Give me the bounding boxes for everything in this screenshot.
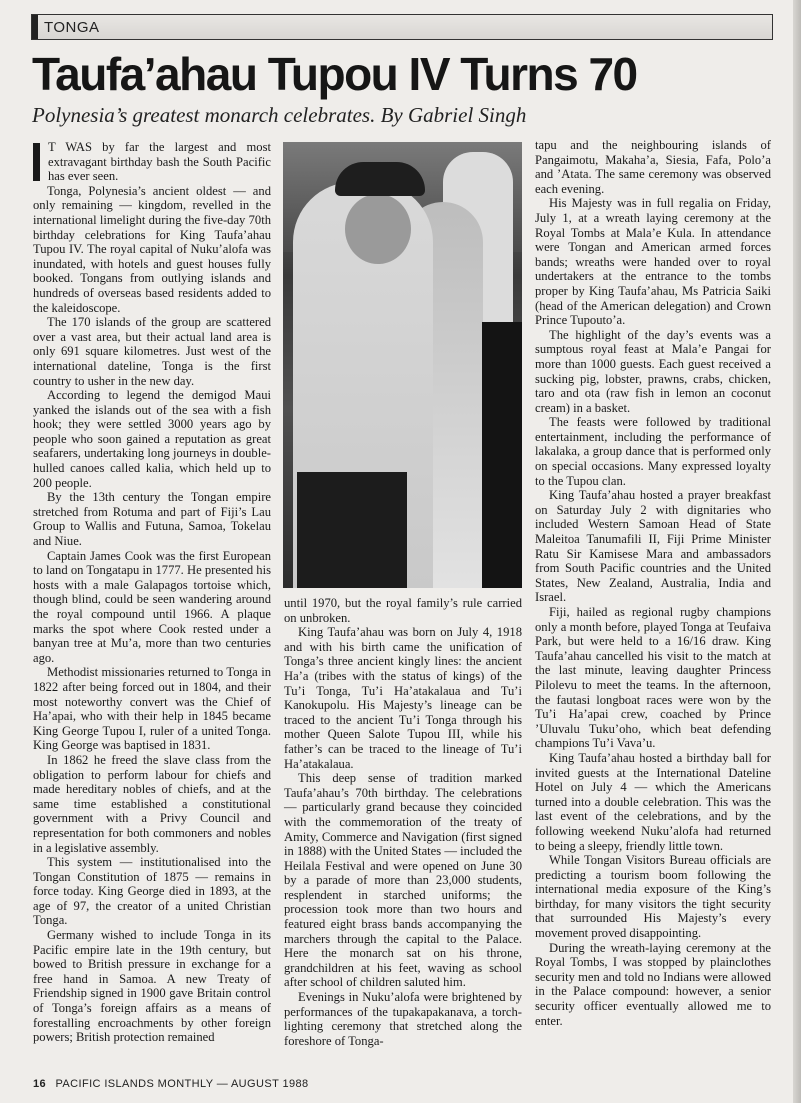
- column-1: [33, 140, 271, 1045]
- publication-line: PACIFIC ISLANDS MONTHLY — AUGUST 1988: [55, 1078, 309, 1090]
- deck: Polynesia’s greatest monarch celebrates. By Gabriel Singh: [32, 103, 527, 127]
- paragraph: Methodist missionaries returned to Tonga in 1822 after being forced out in 1804, and their most noteworthy convert was the Chief of Ha’apai, who with their help in 1845 became King George Tupou I, ruler of a united Tonga. King George was baptised in 1831.: [33, 665, 271, 753]
- headline: Taufa’ahau Tupou IV Turns 70: [32, 48, 637, 100]
- section-rule: [32, 15, 38, 39]
- page-footer: [33, 1078, 309, 1090]
- paragraph: T WAS by far the largest and most extravagant birthday bash the South Pacific has ever seen.: [33, 140, 271, 184]
- paragraph: until 1970, but the royal family’s rule carried on unbroken.: [284, 596, 522, 625]
- paragraph: Captain James Cook was the first European to land on Tongatapu in 1777. He presented his hosts with a male Galapagos tortoise which, though blind, could be seen wandering around the royal compound until 1966. A plaque marks the spot where Cook rested under a banyan tree at Mu’a, more than two centuries ago.: [33, 548, 271, 665]
- column-3: [535, 138, 771, 1028]
- paragraph: tapu and the neighbouring islands of Pangaimotu, Makaha’a, Siesia, Fafa, Polo’a and ’Atata. The same ceremony was observed each evening.: [535, 138, 771, 196]
- section-label: TONGA: [44, 18, 100, 36]
- paragraph: Fiji, hailed as regional rugby champions only a month before, played Tonga at Teufaiva Park, but were held to a 16/16 draw. King Taufa’ahau cancelled his visit to the match at the last minute, leaving daughter Princess Pilolevu to meet the teams. In the afternoon, the fautasi longboat races were won by the Tu’i Ha’apai crew, coached by Prince ’Uluvalu Tuku’oho, which beat defending champions Tu’i Vava’u.: [535, 605, 771, 751]
- paragraph: His Majesty was in full regalia on Friday, July 1, at a wreath laying ceremony at the Royal Tombs at Mala’e Kula. In attendance were Tongan and American armed forces bands; wreaths were handed over to royal undertakers at the entrance to the tombs proper by King Taufa’ahau, Ms Patricia Saiki (head of the American delegation) and Crown Prince Tupouto’a.: [535, 196, 771, 328]
- page-edge: [793, 0, 801, 1103]
- drop-cap: [33, 143, 40, 181]
- paragraph: The feasts were followed by traditional entertainment, including the performance of lakalaka, a group dance that is performed only on special occasions. Many expressed loyalty to the Tupou clan.: [535, 415, 771, 488]
- king-photo: [283, 142, 522, 588]
- page-number: 16: [33, 1078, 47, 1090]
- paragraph: Evenings in Nuku’alofa were brightened by performances of the tupakapakanava, a torch-lighting ceremony that stretched along the foreshore of Tonga-: [284, 990, 522, 1048]
- column-2: [284, 596, 522, 1048]
- paragraph: The 170 islands of the group are scattered over a vast area, but their actual land area is only 691 square kilometres. Just west of the international dateline, Tonga is the first country to usher in the new day.: [33, 315, 271, 388]
- paragraph: King Taufa’ahau hosted a birthday ball for invited guests at the International Dateline Hotel on July 4 — which the Americans turned into a double celebration. This was the last event of the celebrations, and by the following weekend Nuku’alofa had returned to being a sleepy, friendly little town.: [535, 750, 771, 853]
- paragraph: During the wreath-laying ceremony at the Royal Tombs, I was stopped by plainclothes security men and told no Indians were allowed in the Palace compound: however, a senior security officer eventually allowed me to enter.: [535, 940, 771, 1028]
- paragraph: In 1862 he freed the slave class from the obligation to perform labour for chiefs and made hereditary nobles of chiefs, and at the same time established a constitutional government with a Privy Council and representation for both commoners and nobles in a legislative assembly.: [33, 752, 271, 855]
- paragraph: The highlight of the day’s events was a sumptous royal feast at Mala’e Pangai for more than 1000 guests. Each guest received a sucking pig, lobster, prawns, crabs, chicken, taro and ota (raw fish in lemon an coconut cream) in a basket.: [535, 327, 771, 415]
- paragraph: This system — institutionalised into the Tongan Constitution of 1875 — remains in force today. King George died in 1893, at the age of 97, the creator of a united Christian Tonga.: [33, 855, 271, 928]
- paragraph: Tonga, Polynesia’s ancient oldest — and only remaining — kingdom, revelled in the international limelight during the five-day 70th birthday celebrations for King Taufa’ahau Tupou IV. The royal capital of Nuku’alofa was inundated, with hotels and guest houses fully booked. Tongans from outlying islands and hundreds of overseas based residents added to the kaleidoscope.: [33, 183, 271, 315]
- paragraph: This deep sense of tradition marked Taufa’ahau’s 70th birthday. The celebrations — particularly grand because they coincided with the commemoration of the treaty of Amity, Commerce and Navigation (first signed in 1888) with the United States — included the Heilala Festival and were opened on June 30 by a parade of more than 23,000 students, resplendent in starched uniforms; the procession took more than two hours and featured eight brass bands accompanying the marchers through the capital to the Palace. Here the monarch sat on his throne, grandchildren at his feet, waving as school after school of children saluted him.: [284, 771, 522, 990]
- paragraph: While Tongan Visitors Bureau officials are predicting a tourism boom following the international media exposure of the King’s birthday, for many visitors the tight security that surrounded His Majesty’s every movement proved disappointing.: [535, 853, 771, 941]
- paragraph: Germany wished to include Tonga in its Pacific empire late in the 19th century, but bowed to British pressure in exchange for a free hand in Samoa. A new Treaty of Friendship signed in 1900 gave Britain control of Tonga’s foreign affairs as a means of forestalling encroachments by other foreign powers; British protection remained: [33, 928, 271, 1045]
- paragraph: King Taufa’ahau was born on July 4, 1918 and with his birth came the unification of Tonga’s three ancient kingly lines: the ancient Ha’a (tribes with the status of kings) of the Tu’i Tonga, Tu’i Ha’atakalaua and Tu’i Kanokupolu. His Majesty’s lineage can be traced to the ancient Tu’i Tonga through his mother Queen Salote Tupou III, while his father’s can be traced to the lineage of Tu’i Ha’atakalaua.: [284, 625, 522, 771]
- paragraph: According to legend the demigod Maui yanked the islands out of the sea with a fish hook; they were settled 3000 years ago by people who soon gained a reputation as great seafarers, undertaking long journeys in double-hulled canoes called kalia, which held up to 200 people.: [33, 388, 271, 490]
- paragraph: King Taufa’ahau hosted a prayer breakfast on Saturday July 2 with dignitaries who included Western Samoan Head of State Maleitoa Tanumafili II, Fiji Prime Minister Ratu Sir Kamisese Mara and ambassadors from South Pacific countries and the United States, New Zealand, Australia, India and Israel.: [535, 488, 771, 605]
- section-bar: [31, 14, 773, 40]
- paragraph: By the 13th century the Tongan empire stretched from Rotuma and part of Fiji’s Lau Group to Wallis and Futuna, Samoa, Tokelau and Niue.: [33, 490, 271, 549]
